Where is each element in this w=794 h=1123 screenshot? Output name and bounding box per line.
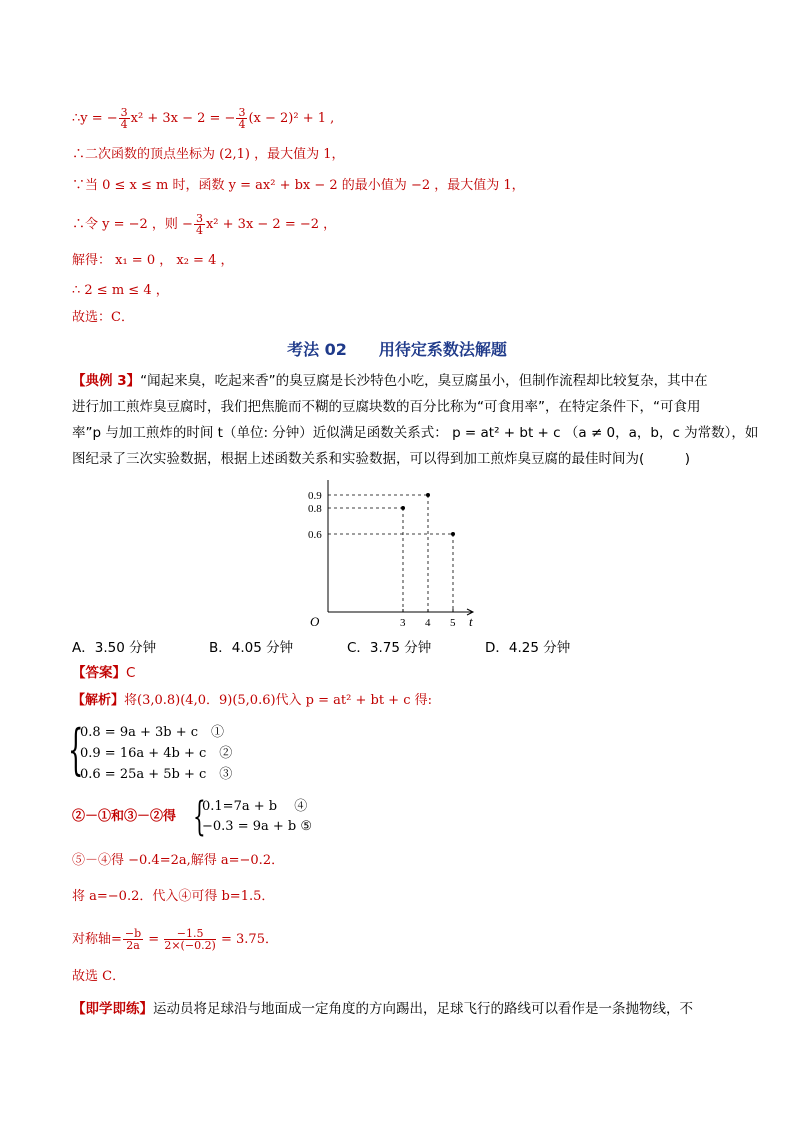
derivation-line-3: ∵当 0 ≤ x ≤ m 时，函数 y = ax² + bx − 2 的最小值为 −2 ，最大值为 1，: [72, 178, 525, 193]
data-point: [426, 493, 430, 497]
text: ∴y = −: [72, 111, 118, 126]
text: 将(3,0.8)(4,0．9)(5,0.6)代入 p = at² + bt + c 得:: [124, 693, 432, 708]
example-line-3: 率”p 与加工煎炸的时间 t（单位: 分钟）近似满足函数关系式： p = at² + bt + c （a ≠ 0，a，b，c 为常数），如: [72, 425, 759, 441]
text: “闻起来臭，吃起来香”的臭豆腐是长沙特色小吃，臭豆腐虽小，但制作流程却比较复杂，其中在: [140, 373, 708, 389]
analysis-step-3: 将 a=−0.2．代入④可得 b=1.5．: [72, 889, 275, 904]
analysis-intro: [72, 692, 432, 710]
example-line-4: 图纪录了三次实验数据，根据上述函数关系和实验数据，可以得到加工煎炸臭豆腐的最佳时间为( ): [72, 451, 691, 467]
denominator: 2a: [126, 939, 140, 952]
text: x² + 3x − 2 = −2 ，: [205, 217, 337, 232]
fraction: [123, 928, 143, 951]
equation-2: 0.9 = 16a + 4b + c ②: [80, 746, 233, 761]
fraction: [119, 107, 130, 130]
numerator: −b: [124, 927, 142, 940]
option-a: A．3.50 分钟: [72, 640, 157, 656]
fraction: [164, 928, 216, 951]
denominator: 2×(−0.2): [164, 939, 216, 952]
numerator: 3: [120, 106, 128, 119]
equation-lines: [202, 797, 312, 837]
example-line-1: [72, 368, 728, 394]
option-c: C．3.75 分钟: [347, 640, 432, 656]
data-point: [401, 506, 405, 510]
answer-line: [72, 664, 135, 682]
y-tick-label: 0.9: [308, 490, 322, 502]
derivation-line-5: 解得： x₁ = 0 ， x₂ = 4 ，: [72, 253, 234, 268]
analysis-step-2: ⑤－④得 −0.4=2a,解得 a=−0.2．: [72, 853, 285, 868]
text: (x − 2)² + 1 ,: [248, 111, 335, 126]
denominator: 4: [195, 224, 203, 237]
equation-3: 0.6 = 25a + 5b + c ③: [80, 767, 233, 782]
x-tick-label: 3: [400, 617, 406, 629]
text: = 3.75．: [221, 932, 278, 947]
option-b: B．4.05 分钟: [209, 640, 294, 656]
y-tick-label: 0.8: [308, 503, 322, 515]
step-label: ②－①和③－②得: [72, 809, 177, 824]
numerator: −1.5: [164, 928, 216, 940]
equation-4: 0.1=7a + b ④: [202, 799, 308, 814]
analysis-tag: 【解析】: [72, 693, 125, 708]
practice-problem: [72, 996, 728, 1022]
x-tick-label: 4: [425, 617, 431, 629]
brace-symbol: {: [68, 718, 84, 781]
brace-symbol: {: [193, 794, 206, 840]
origin-label: O: [310, 614, 320, 629]
analysis-conclusion: 故选 C．: [72, 969, 126, 984]
symmetry-axis-line: 对称轴= $\frac{-b}{2a}$ = $\frac{-1.5}{2\times(-0.2)}$ = 3.75．: [72, 927, 278, 952]
text: x² + 3x − 2 = −: [130, 111, 236, 126]
derivation-line-1: [72, 107, 334, 130]
numerator: 3: [238, 106, 246, 119]
equation-1: 0.8 = 9a + 3b + c ①: [80, 725, 225, 740]
derivation-line-6: ∴ 2 ≤ m ≤ 4 ，: [72, 283, 169, 298]
x-tick-label: 5: [450, 617, 456, 629]
derivation-line-7: 故选：C．: [72, 310, 134, 325]
answer-value: C: [126, 665, 136, 681]
answer-tag: 【答案】: [72, 665, 126, 681]
denominator: 4: [238, 118, 246, 131]
denominator: 4: [120, 118, 128, 131]
y-tick-label: 0.6: [308, 529, 322, 541]
example-tag: 【典例 3】: [72, 373, 141, 389]
section-heading: 考法 02 用待定系数法解题: [287, 340, 507, 359]
derivation-line-2: ∴二次函数的顶点坐标为 (2,1) ，最大值为 1，: [72, 147, 345, 162]
text: 运动员将足球沿与地面成一定角度的方向踢出，足球飞行的路线可以看作是一条抛物线，不: [153, 1001, 693, 1017]
equation-lines: [80, 722, 232, 785]
option-d: D．4.25 分钟: [485, 640, 571, 656]
data-point: [451, 532, 455, 536]
x-axis-label: t: [469, 614, 473, 629]
text: 对称轴=: [72, 932, 122, 947]
fraction: [236, 107, 247, 130]
equation-5: −0.3 = 9a + b ⑤: [202, 819, 313, 834]
fraction: [194, 213, 205, 236]
example-line-2: 进行加工煎炸臭豆腐时，我们把焦脆而不糊的豆腐块数的百分比称为“可食用率”，在特定条件下，“可食用: [72, 399, 701, 415]
derivation-line-4: [72, 213, 336, 236]
practice-tag: 【即学即练】: [72, 1001, 153, 1017]
text: ∴令 y = −2 ，则 −: [72, 217, 193, 232]
experiment-chart: [300, 480, 520, 630]
numerator: 3: [195, 212, 203, 225]
example-problem: [72, 368, 759, 472]
